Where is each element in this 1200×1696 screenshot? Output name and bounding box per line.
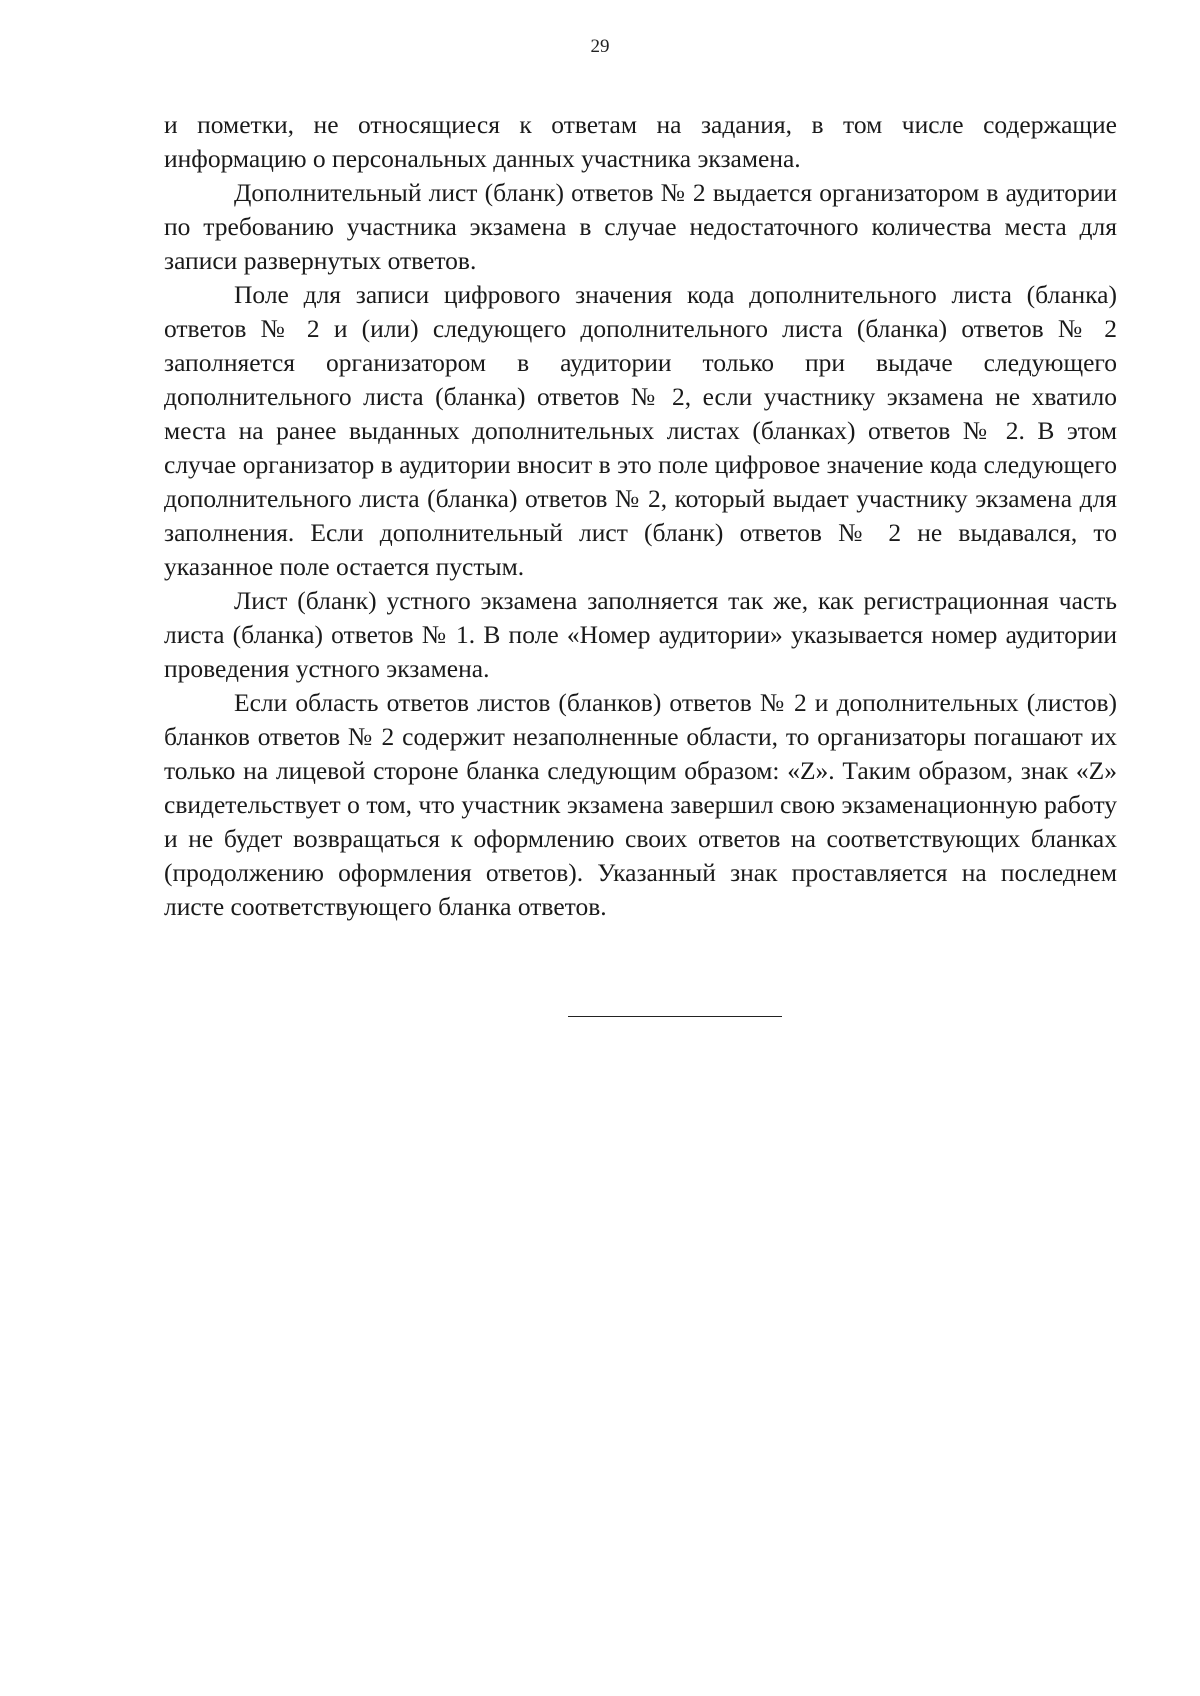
page-number: 29 [590, 36, 610, 57]
end-of-text-rule [568, 1016, 782, 1017]
paragraph-additional-sheet: Дополнительный лист (бланк) ответов № 2 выдается организатором в аудитории по требованию участника экзамена в случае недостаточного количества места для записи развернутых ответов. [164, 178, 1117, 275]
paragraph-continuation: и пометки, не относящиеся к ответам на задания, в том числе содержащие информацию о персональных данных участника экзамена. [164, 110, 1117, 173]
paragraph-code-field: Поле для записи цифрового значения кода дополнительного листа (бланка) ответов № 2 и (или) следующего дополнительного листа (бланка) ответов № 2 заполняется организатором в аудитории только при выдаче следующего дополнительного листа (бланка) ответов № 2, если участнику экзамена не хватило места на ранее выданных дополнительных листах (бланках) ответов № 2. В этом случае организатор в аудитории вносит в это поле цифровое значение кода следующего дополнительного листа (бланка) ответов № 2, который выдает участнику экзамена для заполнения. Если дополнительный лист (бланк) ответов № 2 не выдавался, то указанное поле остается пустым. [164, 280, 1117, 581]
paragraph-oral-exam-sheet: Лист (бланк) устного экзамена заполняется так же, как регистрационная часть листа (бланка) ответов № 1. В поле «Номер аудитории» указывается номер аудитории проведения устного экзамена. [164, 586, 1117, 683]
paragraph-z-mark: Если область ответов листов (бланков) ответов № 2 и дополнительных (листов) бланков ответов № 2 содержит незаполненные области, то организаторы погашают их только на лицевой стороне бланка следующим образом: «Z». Таким образом, знак «Z» свидетельствует о том, что участник экзамена завершил свою экзаменационную работу и не будет возвращаться к оформлению своих ответов на соответствующих бланках (продолжению оформления ответов). Указанный знак проставляется на последнем листе соответствующего бланка ответов. [164, 688, 1117, 921]
body-text [164, 108, 1117, 924]
